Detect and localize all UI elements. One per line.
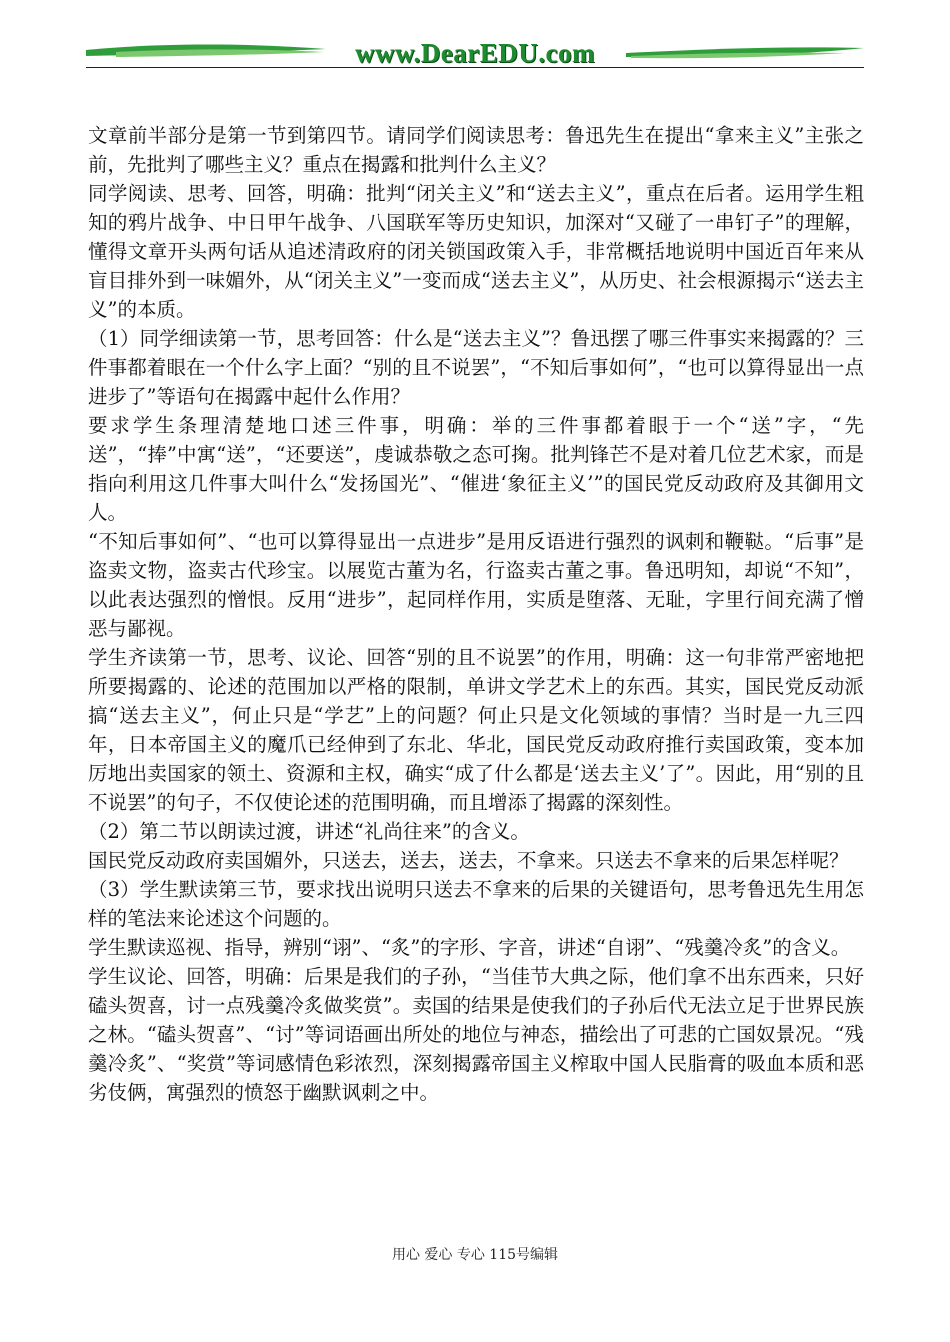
paragraph-11: 学生议论、回答，明确：后果是我们的子孙，“当佳节大典之际，他们拿不出东西来，只好磕头贺喜，讨一点残羹冷炙做奖赏”。卖国的结果是使我们的子孙后代无法立足于世界民族之林。“磕头贺喜”、“讨”等词语画出所处的地位与神态，描绘出了可悲的亡国奴景况。“残羹冷炙”、“奖赏”等词感情色彩浓烈，深刻揭露帝国主义榨取中国人民脂膏的吸血本质和恶劣伎俩，寓强烈的愤怒于幽默讽刺之中。 — [88, 965, 864, 1104]
paragraph-1: 文章前半部分是第一节到第四节。请同学们阅读思考：鲁迅先生在提出“拿来主义”主张之前，先批判了哪些主义？重点在揭露和批判什么主义？ — [88, 124, 864, 176]
paragraph-2: 同学阅读、思考、回答，明确：批判“闭关主义”和“送去主义”，重点在后者。运用学生粗知的鸦片战争、中日甲午战争、八国联军等历史知识，加深对“又碰了一串钉子”的理解，懂得文章开头两句话从追述清政府的闭关锁国政策入手，非常概括地说明中国近百年来从盲目排外到一味媚外，从“闭关主义”一变而成“送去主义”，从历史、社会根源揭示“送去主义”的本质。 — [88, 182, 864, 321]
paragraph-8: 国民党反动政府卖国媚外，只送去，送去，送去，不拿来。只送去不拿来的后果怎样呢？ — [88, 849, 849, 872]
paragraph-10: 学生默读巡视、指导，辨别“诩”、“炙”的字形、字音，讲述“自诩”、“残羹冷炙”的含义。 — [88, 936, 851, 959]
site-title[interactable]: www.DearEDU.com — [355, 38, 595, 68]
paragraph-5: “不知后事如何”、“也可以算得显出一点进步”是用反语进行强烈的讽刺和鞭鞑。“后事”是盗卖文物，盗卖古代珍宝。以展览古董为名，行盗卖古董之事。鲁迅明知，却说“不知”，以此表达强烈的憎恨。反用“进步”，起同样作用，实质是堕落、无耻，字里行间充满了憎恶与鄙视。 — [88, 530, 864, 640]
paragraph-4: 要求学生条理清楚地口述三件事，明确：举的三件事都着眼于一个“送”字，“先送”，“捧”中寓“送”，“还要送”，虔诚恭敬之态可掬。批判锋芒不是对着几位艺术家，而是指向利用这几件事大叫什么“发扬国光”、“催进‘象征主义’”的国民党反动政府及其御用文人。 — [88, 414, 864, 524]
page-footer: 用心 爱心 专心 115号编辑 — [391, 1247, 559, 1263]
paragraph-9: （3）学生默读第三节，要求找出说明只送去不拿来的后果的关键语句，思考鲁迅先生用怎样的笔法来论述这个问题的。 — [88, 878, 864, 930]
paragraph-6: 学生齐读第一节，思考、议论、回答“别的且不说罢”的作用，明确：这一句非常严密地把所要揭露的、论述的范围加以严格的限制，单讲文学艺术上的东西。其实，国民党反动派搞“送去主义”，何止只是“学艺”上的问题？何止只是文化领域的事情？当时是一九三四年，日本帝国主义的魔爪已经伸到了东北、华北，国民党反动政府推行卖国政策，变本加厉地出卖国家的领土、资源和主权，确实“成了什么都是‘送去主义’了”。因此，用“别的且不说罢”的句子，不仅使论述的范围明确，而且增添了揭露的深刻性。 — [88, 646, 864, 814]
header-divider — [86, 67, 864, 68]
document-body — [88, 121, 864, 1107]
paragraph-7: （2）第二节以朗读过渡，讲述“礼尚往来”的含义。 — [88, 820, 530, 843]
page-header — [86, 36, 864, 76]
paragraph-3: （1）同学细读第一节，思考回答：什么是“送去主义”？鲁迅摆了哪三件事实来揭露的？三件事都着眼在一个什么字上面？“别的且不说罢”，“不知后事如何”，“也可以算得显出一点进步了”等语句在揭露中起什么作用？ — [88, 327, 864, 408]
